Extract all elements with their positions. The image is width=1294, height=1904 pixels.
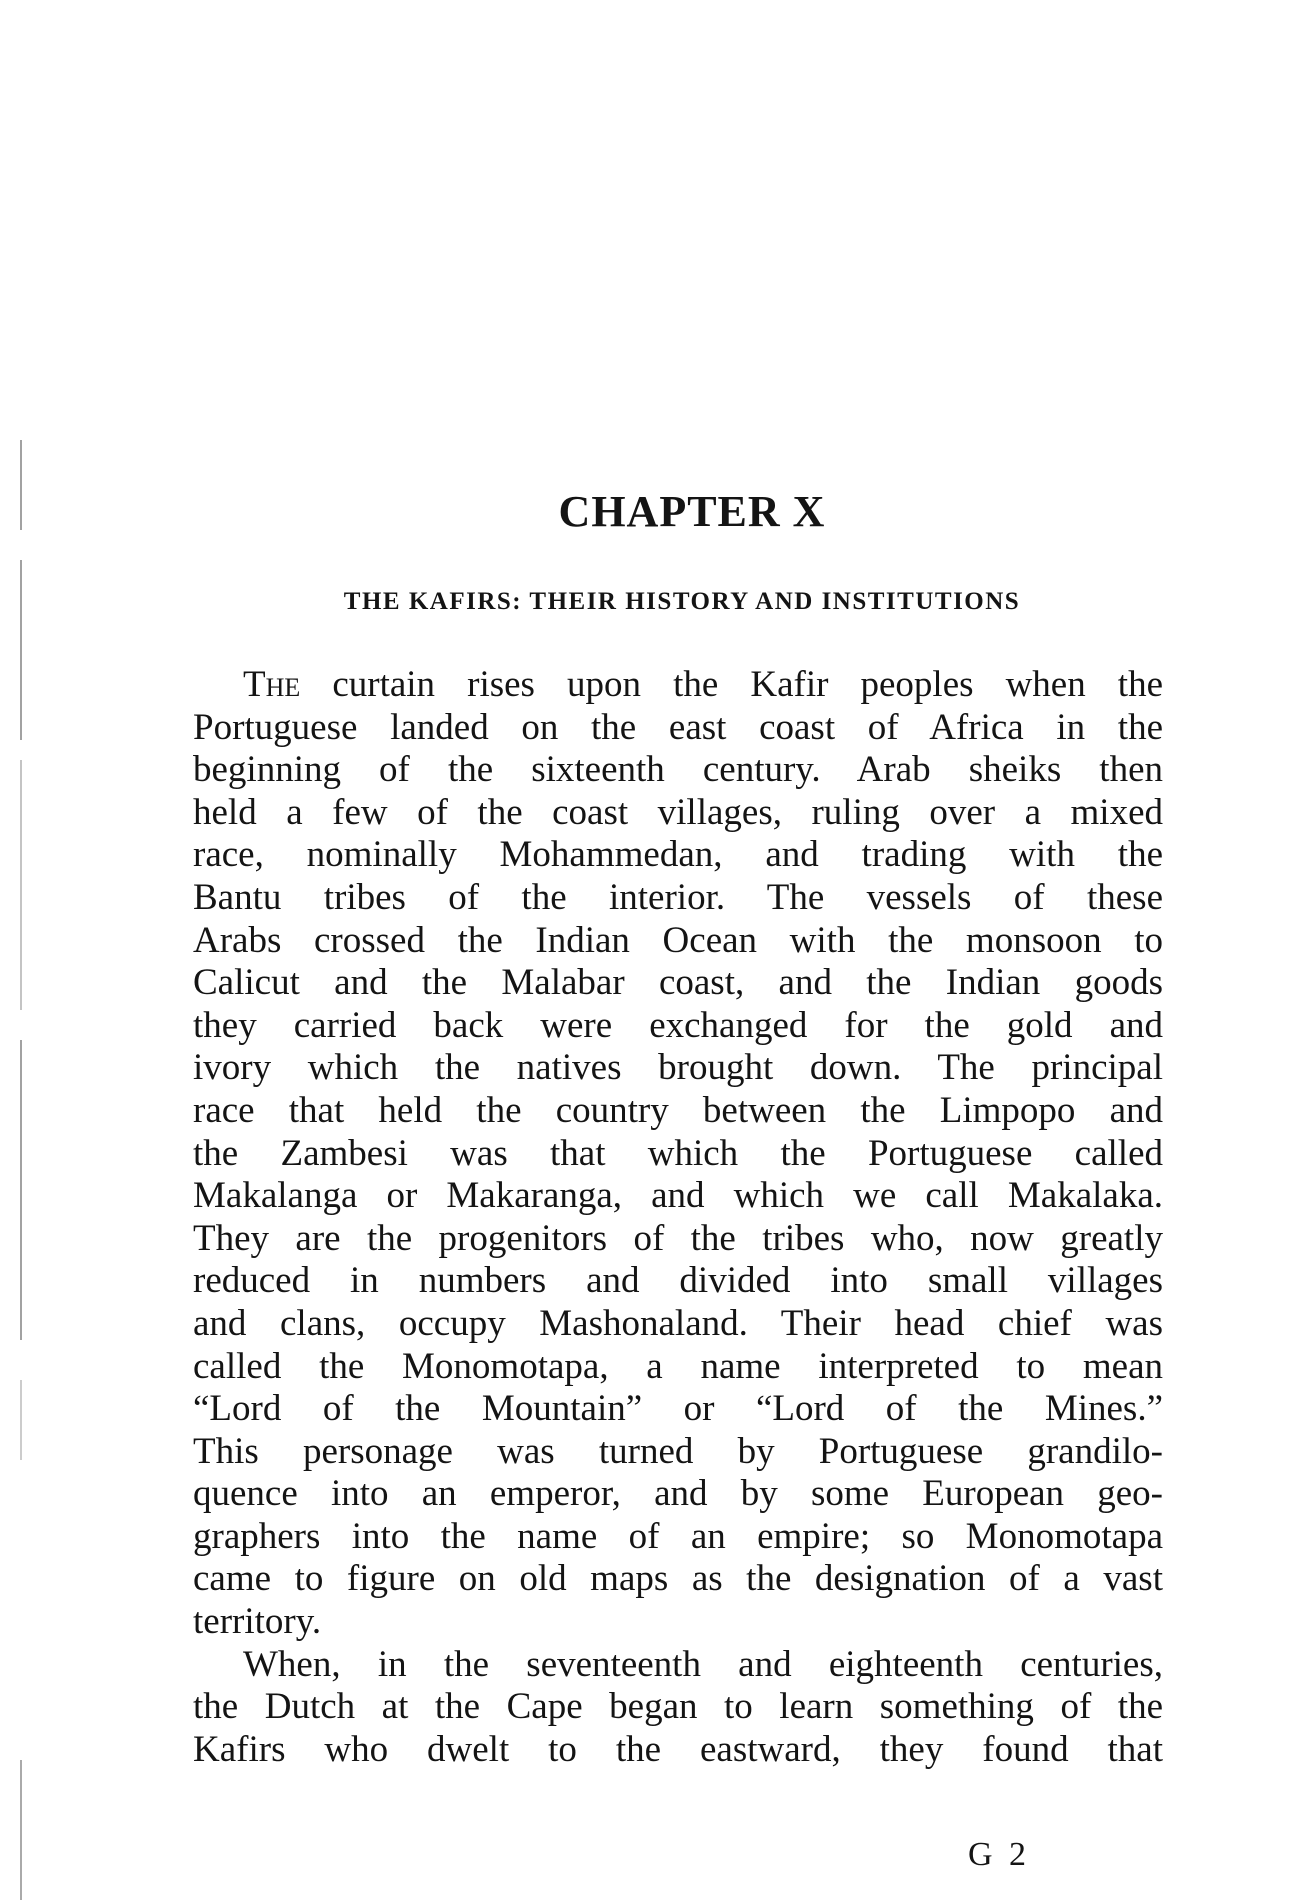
text-line: called the Monomotapa, a name interpreted to mean — [193, 1345, 1163, 1387]
body-text — [193, 664, 1163, 1771]
signature-mark: G 2 — [968, 1836, 1031, 1873]
text-line: they carried back were exchanged for the gold and — [193, 1004, 1163, 1046]
chapter-title: CHAPTER X — [558, 487, 826, 536]
text-line: reduced in numbers and divided into small villages — [193, 1260, 1163, 1302]
binding-edge-mark — [20, 1040, 22, 1340]
binding-edge-mark — [20, 1380, 22, 1460]
text-line: Arabs crossed the Indian Ocean with the monsoon to — [193, 919, 1163, 961]
chapter-subtitle: THE KAFIRS: THEIR HISTORY AND INSTITUTIONS — [343, 588, 1021, 615]
text-line: They are the progenitors of the tribes who, now greatly — [193, 1217, 1163, 1259]
text-line: ivory which the natives brought down. The principal — [193, 1047, 1163, 1089]
text-line: quence into an emperor, and by some European geo- — [193, 1473, 1163, 1515]
text-line: Portuguese landed on the east coast of Africa in the — [193, 706, 1163, 748]
binding-edge-mark — [20, 1760, 22, 1900]
text-line: Bantu tribes of the interior. The vessels of these — [193, 876, 1163, 918]
text-line: race, nominally Mohammedan, and trading with the — [193, 834, 1163, 876]
text-line: Makalanga or Makaranga, and which we call Makalaka. — [193, 1175, 1163, 1217]
binding-edge-mark — [20, 760, 22, 1010]
text-line: When, in the seventeenth and eighteenth centuries, — [243, 1643, 1163, 1685]
text-line: Kafirs who dwelt to the eastward, they found that — [193, 1728, 1163, 1770]
text-line: came to figure on old maps as the designation of a vast — [193, 1558, 1163, 1600]
text-line: and clans, occupy Mashonaland. Their head chief was — [193, 1302, 1163, 1344]
binding-edge-mark — [20, 560, 22, 740]
text-line: This personage was turned by Portuguese grandilo- — [193, 1430, 1163, 1472]
text-line: “Lord of the Mountain” or “Lord of the Mines.” — [193, 1388, 1163, 1430]
text-line: territory. — [193, 1601, 322, 1643]
text-line: the Zambesi was that which the Portuguese called — [193, 1132, 1163, 1174]
text-line: beginning of the sixteenth century. Arab sheiks then — [193, 749, 1163, 791]
text-line: held a few of the coast villages, ruling over a mixed — [193, 791, 1163, 833]
drop-lead-word: The — [243, 664, 301, 705]
text-line: graphers into the name of an empire; so Monomotapa — [193, 1515, 1163, 1557]
text-line: the Dutch at the Cape began to learn something of the — [193, 1686, 1163, 1728]
text-line: Calicut and the Malabar coast, and the Indian goods — [193, 962, 1163, 1004]
text-line: The curtain rises upon the Kafir peoples when the — [243, 664, 1163, 705]
text-line: race that held the country between the Limpopo and — [193, 1089, 1163, 1131]
